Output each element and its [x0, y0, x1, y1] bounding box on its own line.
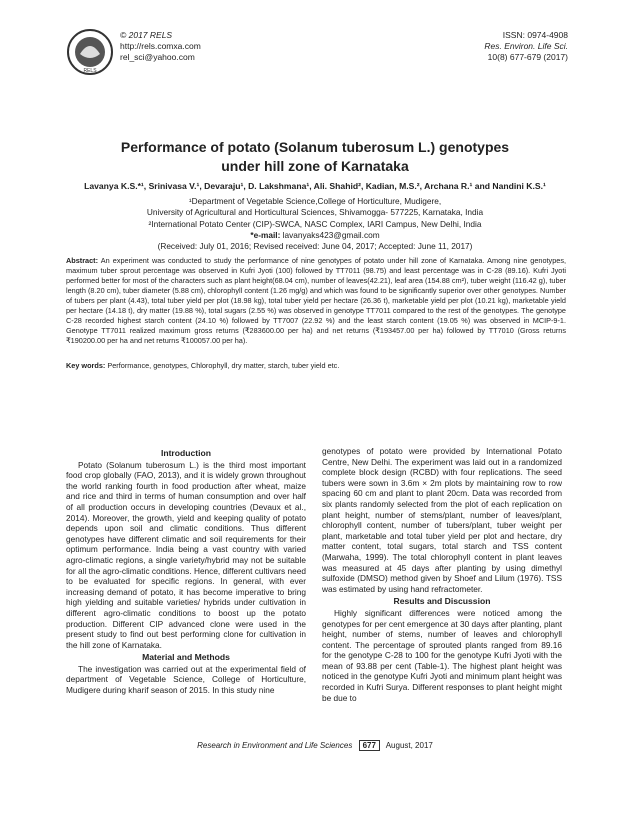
affiliation-3: ²International Potato Center (CIP)-SWCA, NASC Complex, IARI Campus, New Delhi, India	[148, 219, 482, 229]
paper-title	[60, 138, 570, 176]
abstract-label: Abstract:	[66, 256, 99, 265]
intro-paragraph: Potato (Solanum tuberosum L.) is the third most important food crop globally (FAO, 2013), and it is widely grown throughout the world ranking fourth in food production after wheat, maize and rice and third in terms of human consumption and over half of all production occurs in developing countries (Devaux et al., 2014). Moreover, the growth, yield and keeping quality of potato depends upon soil and climatic conditions. Thus different genotypes have different climatic and soil requirements for their optimum performance. India being a vast country with varied agro-climatic regions, a single variety/hybrid may not be suitable for all the agro-climatic conditions. Hence, different cultivars need to be evaluated for specific regions. In general, with ever increasing demand of potato, it has become imperative to bring high yielding and suitable varieties/ hybrids under cultivation in different agro-climatic conditions to boost up the potato production. Different CIP advanced clone were used in the present study to find out best performing clone for cultivation in the hill zone of Karnataka.	[66, 459, 306, 650]
title-line-1: Performance of potato (Solanum tuberosum L.) genotypes	[120, 139, 510, 155]
copyright: © 2017 RELS	[120, 30, 173, 40]
journal-url[interactable]: http://rels.comxa.com	[120, 41, 201, 51]
material-methods-heading: Material and Methods	[142, 652, 230, 663]
keywords-text: Performance, genotypes, Chlorophyll, dry matter, starch, tuber yield etc.	[107, 361, 340, 370]
affiliation-1: ¹Department of Vegetable Science,College of Horticulture, Mudigere,	[188, 196, 442, 206]
journal-name: Res. Environ. Life Sci.	[484, 41, 568, 51]
page-footer	[0, 740, 630, 751]
title-line-2: under hill zone of Karnataka	[221, 158, 409, 174]
corresponding-email	[60, 230, 570, 240]
abstract	[66, 256, 566, 346]
affiliation-2: University of Agricultural and Horticultural Sciences, Shivamogga- 577225, Karnataka, India	[146, 207, 484, 217]
svg-text:RELS: RELS	[83, 68, 97, 74]
left-column	[66, 446, 306, 696]
results-paragraph: Highly significant differences were noticed among the genotypes for per cent emergence at 30 days after planting, plant height, number of stems, number of leaves and chlorophyll content. The percentage of sprouted plants ranged from 89.16 for the genotype C-28 to 100 for the genotype Kufri Jyoti with the mean of 93.88 per cent (Table-1). The highest plant height was noticed in the genotype Kufri Jyoti and minimum plant height was recorded in Kufri Surya. Different responses to plant height might be due to	[322, 607, 562, 703]
methods-paragraph: The investigation was carried out at the experimental field of department of Vegetable Science, College of Horticulture, Mudigere during kharif season of 2015. In this study nine	[66, 663, 306, 696]
introduction-heading: Introduction	[160, 448, 212, 458]
keywords-label: Key words:	[66, 361, 106, 370]
footer-date: August, 2017	[385, 741, 433, 750]
footer-journal: Research in Environment and Life Sciences	[197, 741, 353, 750]
volume: 10(8) 677-679 (2017)	[487, 52, 568, 62]
header-right	[484, 30, 568, 63]
abstract-text: An experiment was conducted to study the performance of nine genotypes of potato under hill zone of Karnataka. Among nine genotypes, maximum tuber sprout percentage was observed in Kufri Jyoti (100) followed by TT7011 (98.75) and least percentage was in C-28 (89.16). Kufri Jyoti performed better for most of the characters such as plant height(68.04 cm), number of leaves(42.21), leaf area (154.88 cm²), tuber weight (116.42 g), tuber length (8.20 cm), tuber diameter (5.88 cm), chlorophyll content (1.26 mg/g) and which was found to be significantly superior over other genotypes. Number of tubers per plant (4.43), total tuber yield per plot (18.98 kg), total tuber yield per hectare (26.36 t), marketable yield per plot (10.21 kg), marketable yield per hectare (14.18 t), dry matter (19.88 %), total sugars (2.55 %) was observed in genotype TT7011 compared to the rest of the genotypes. The genotype C-28 recorded highest starch content (24.10 %) followed by TT7007 (22.92 %) and the least starch content (19.05 %) was observed in MCIP-9-1. Genotype TT7011 realized maximum gross returns (₹283600.00 per ha) and net returns (₹193457.00 per ha) followed by TT7010 (Gross returns ₹190200.00 per ha and net returns ₹100057.00 per ha).	[66, 256, 566, 345]
journal-seal-icon	[66, 28, 114, 76]
page-number: 677	[359, 740, 380, 751]
methods-continued-paragraph: genotypes of potato were provided by International Potato Centre, New Delhi. The experiment was laid out in a randomized complete block design (RCBD) with four replications. The seed tubers were sown in 3.6m × 2m plots by maintaining row to row spacing 60 cm and plant to plant 20cm. Data was recorded from six plants randomly selected from the plot of each replication on plant height, number of stems/plant, number of leaves/plant, chlorophyll content, number of tubers/plant, tuber weight per plant, marketable and total tuber yield per plot and hectare, dry matter content, total sugars, total starch and TSS content (Marwaha, 1999). The total chlorophyll content in plant leaves was measured at 45 days after planting by using dimethyl sulfoxide (DMSO) method given by Shoef and Lilum (1976). TSS was estimated by using hand refractometer.	[322, 446, 562, 594]
header-left	[120, 30, 201, 63]
issn: ISSN: 0974-4908	[502, 30, 568, 40]
author-list: Lavanya K.S.*¹, Srinivasa V.¹, Devaraju¹, D. Lakshmana¹, Ali. Shahid², Kadian, M.S.², Archana R.¹ and Nandini K.S.¹	[84, 181, 546, 191]
journal-email[interactable]: rel_sci@yahoo.com	[120, 52, 195, 62]
results-discussion-heading: Results and Discussion	[393, 596, 491, 607]
received-dates: (Received: July 01, 2016; Revised received: June 04, 2017; Accepted: June 11, 2017)	[157, 241, 473, 251]
keywords	[66, 361, 566, 370]
email-value[interactable]: lavanyaks423@gmail.com	[282, 230, 380, 240]
right-column	[322, 446, 562, 703]
email-label: *e-mail:	[250, 230, 281, 240]
